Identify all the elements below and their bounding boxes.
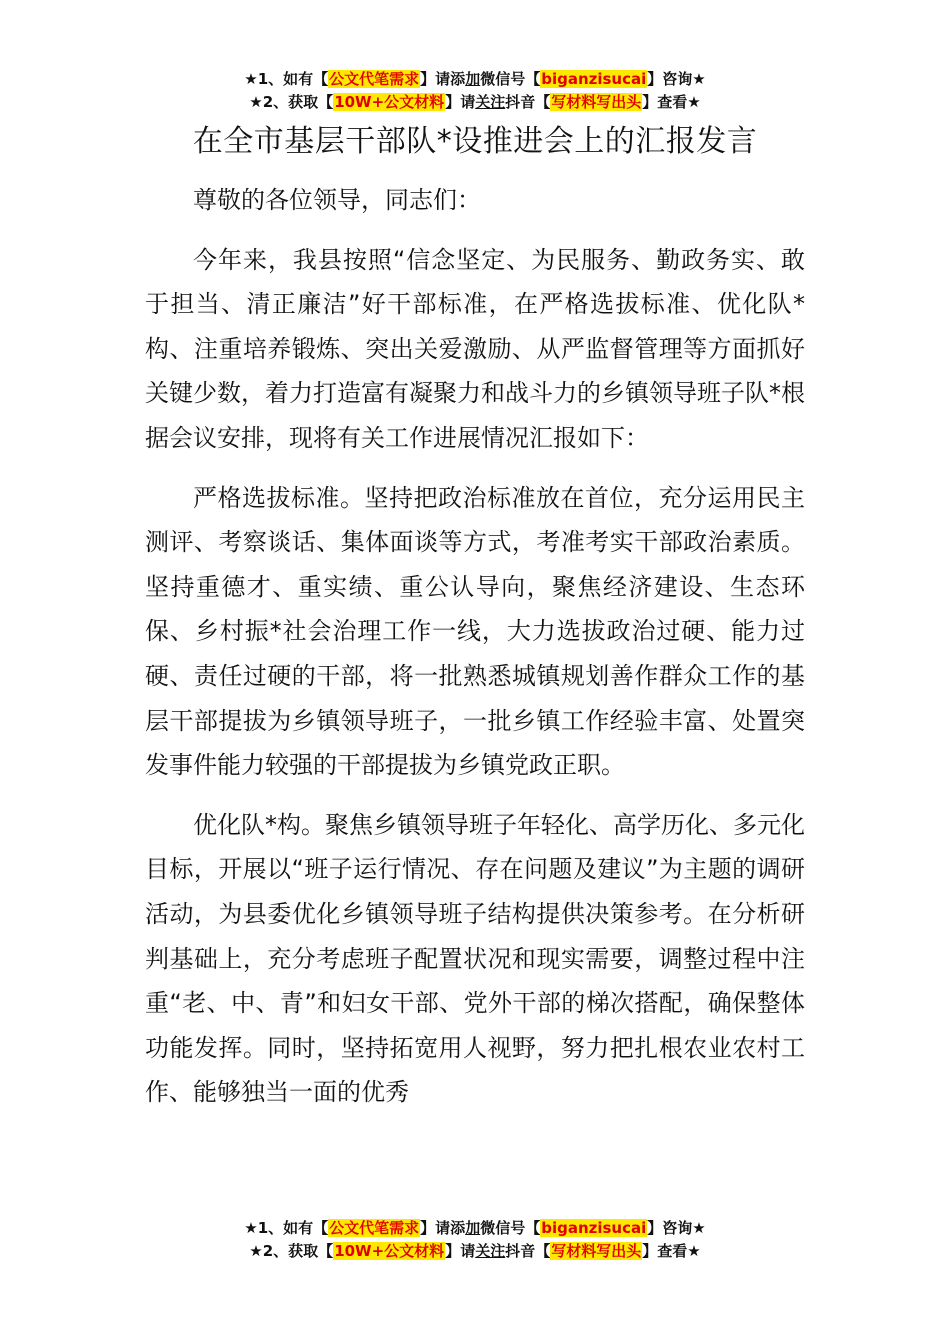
salutation: 尊敬的各位领导，同志们： xyxy=(193,186,481,214)
promo-text: ★2、获取【 xyxy=(249,93,334,111)
promo-text: 】咨询★ xyxy=(647,70,706,88)
promo-highlight: 公文代笔需求 xyxy=(329,70,420,88)
promo-text: 】请 xyxy=(445,93,476,111)
promo-text: ★1、如有【 xyxy=(244,1219,329,1237)
promo-banner-top xyxy=(0,68,950,114)
paragraph-selection-standards: 严格选拔标准。坚持把政治标准放在首位，充分运用民主测评、考察谈话、集体面谈等方式，考准考实干部政治素质。坚持重德才、重实绩、重公认导向，聚焦经济建设、生态环保、乡村振*社会治理工作一线，大力选拔政治过硬、能力过硬、责任过硬的干部，将一批熟悉城镇规划善作群众工作的基层干部提拔为乡镇领导班子，一批乡镇工作经验丰富、处置突发事件能力较强的干部提拔为乡镇党政正职。 xyxy=(145,483,805,780)
promo-text: ★1、如有【 xyxy=(244,70,329,88)
promo-text: 微信号【 xyxy=(480,1219,541,1237)
document-body xyxy=(145,178,805,1115)
promo-highlight: 公文代笔需求 xyxy=(329,1219,420,1237)
promo-highlight: 10W+公文材料 xyxy=(334,93,445,111)
promo-line-1 xyxy=(0,68,950,91)
promo-text: ★2、获取【 xyxy=(249,1242,334,1260)
promo-wechat-id: biganzisucai xyxy=(541,1219,647,1237)
promo-underlined: 加 xyxy=(465,70,481,88)
promo-text: 抖音【 xyxy=(505,1242,551,1260)
promo-text: 抖音【 xyxy=(505,93,551,111)
promo-text: 】查看★ xyxy=(642,93,701,111)
promo-wechat-id: biganzisucai xyxy=(541,70,647,88)
promo-underlined: 关注 xyxy=(475,1242,506,1260)
paragraph-team-structure: 优化队*构。聚焦乡镇领导班子年轻化、高学历化、多元化目标，开展以“班子运行情况、存在问题及建议”为主题的调研活动，为县委优化乡镇领导班子结构提供决策参考。在分析研判基础上，充分考虑班子配置状况和现实需要，调整过程中注重“老、中、青”和妇女干部、党外干部的梯次搭配，确保整体功能发挥。同时，坚持拓宽用人视野，努力把扎根农业农村工作、能够独当一面的优秀 xyxy=(145,810,805,1107)
promo-text: 微信号【 xyxy=(480,70,541,88)
promo-highlight: 10W+公文材料 xyxy=(334,1242,445,1260)
promo-underlined: 加 xyxy=(465,1219,481,1237)
paragraph-intro: 今年来，我县按照“信念坚定、为民服务、勤政务实、敢于担当、清正廉洁”好干部标准，在严格选拔标准、优化队*构、注重培养锻炼、突出关爱激励、从严监督管理等方面抓好关键少数，着力打造富有凝聚力和战斗力的乡镇领导班子队*根据会议安排，现将有关工作进展情况汇报如下： xyxy=(145,245,805,452)
document-title: 在全市基层干部队*设推进会上的汇报发言 xyxy=(192,124,758,159)
promo-line-2 xyxy=(0,1240,950,1263)
promo-text: 】请添 xyxy=(420,1219,466,1237)
promo-banner-bottom xyxy=(0,1217,950,1263)
promo-line-1 xyxy=(0,1217,950,1240)
promo-text: 】请添 xyxy=(420,70,466,88)
promo-text: 】咨询★ xyxy=(647,1219,706,1237)
promo-text: 】请 xyxy=(445,1242,476,1260)
promo-line-2 xyxy=(0,91,950,114)
promo-text: 】查看★ xyxy=(642,1242,701,1260)
promo-douyin-id: 写材料写出头 xyxy=(551,93,642,111)
promo-douyin-id: 写材料写出头 xyxy=(551,1242,642,1260)
promo-underlined: 关注 xyxy=(475,93,506,111)
